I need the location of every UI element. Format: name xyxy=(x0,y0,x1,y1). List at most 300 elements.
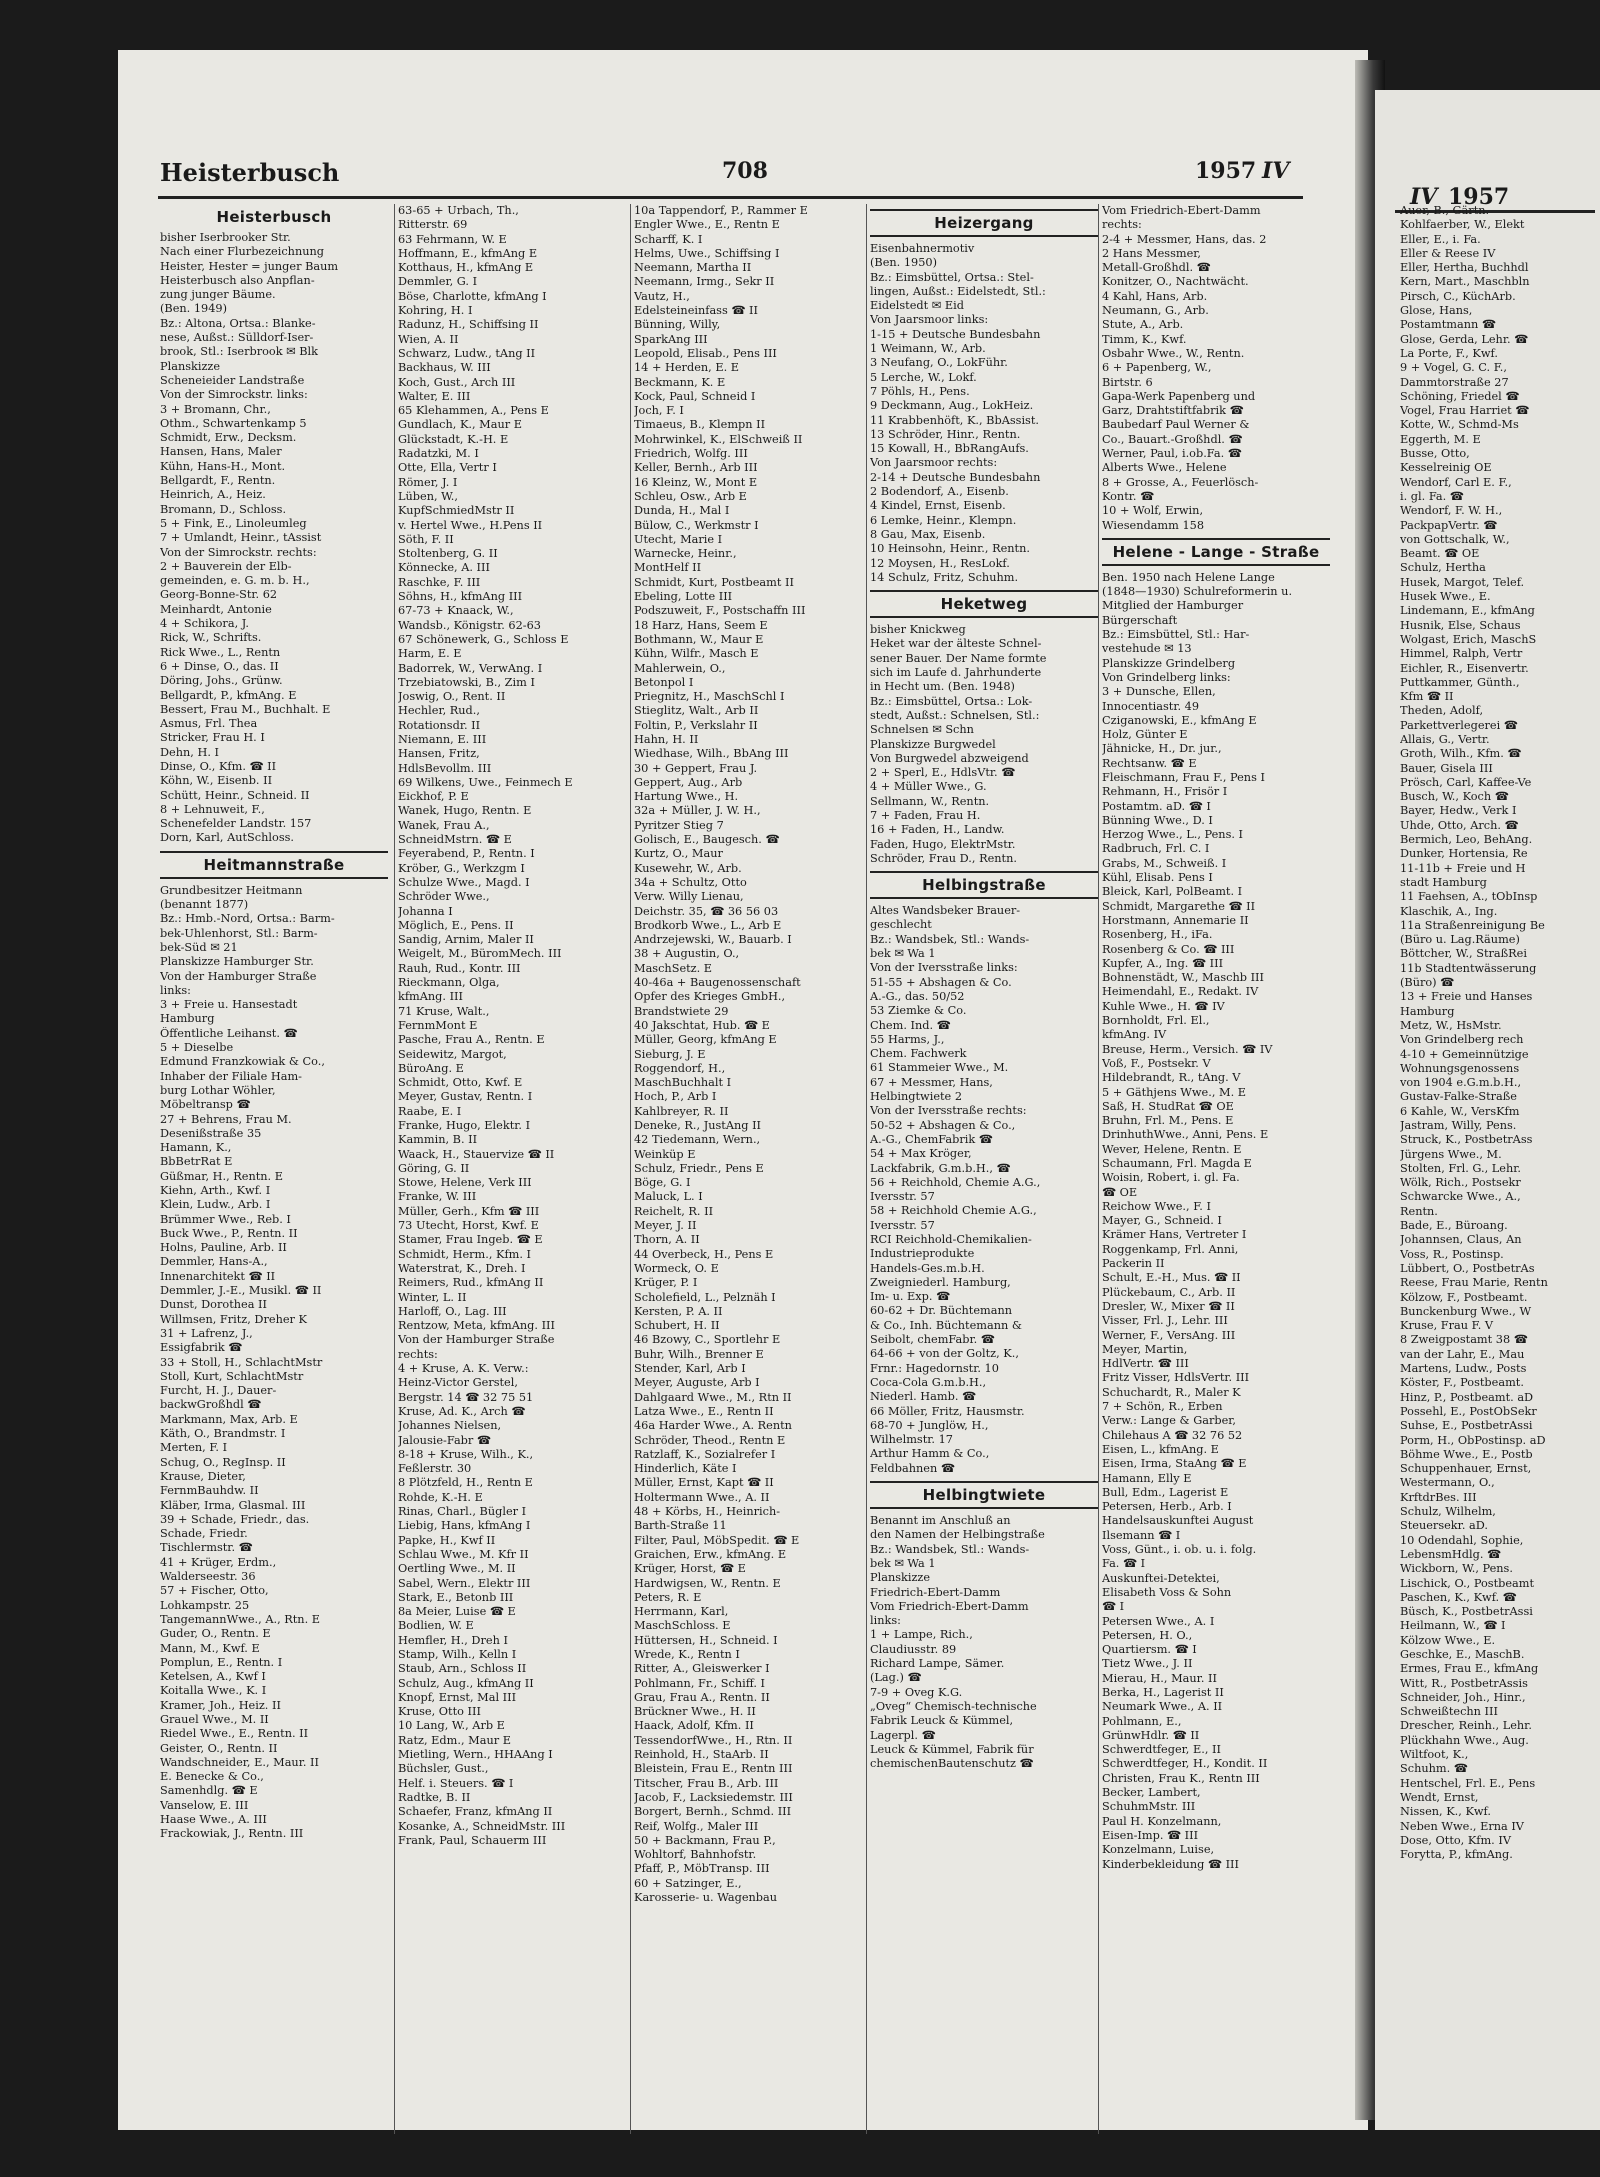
directory-entry: Kupfer, A., Ing. ☎ III xyxy=(1102,956,1224,970)
directory-entry: Kühl, Elisab. Pens I xyxy=(1102,871,1213,885)
directory-entry: Auer, B., Gärtn. xyxy=(1400,204,1490,217)
directory-entry: Bromann, D., Schloss. xyxy=(160,502,287,516)
directory-entry: Weigelt, M., BüromMech. III xyxy=(398,947,562,961)
directory-entry: Öffentliche Leihanst. ☎ xyxy=(160,1026,298,1040)
directory-entry: Paul H. Konzelmann, xyxy=(1102,1814,1222,1828)
directory-entry: Helf. i. Steuers. ☎ I xyxy=(398,1776,514,1790)
directory-entry: 8 + Lehnuweit, F., xyxy=(160,802,265,816)
directory-entry: Dahlgaard Wwe., M., Rtn II xyxy=(634,1390,792,1404)
directory-entry: Opfer des Krieges GmbH., xyxy=(634,990,786,1004)
directory-entry: Trzebiatowski, B., Zim I xyxy=(398,675,535,689)
directory-entry: Dammtorstraße 27 xyxy=(1400,375,1509,389)
directory-entry: Reese, Frau Marie, Rentn xyxy=(1400,1276,1548,1290)
directory-entry: Neumark Wwe., A. II xyxy=(1102,1700,1223,1714)
directory-entry: Niederl. Hamb. ☎ xyxy=(870,1390,977,1404)
directory-entry: Fa. ☎ I xyxy=(1102,1557,1146,1571)
directory-entry: Othm., Schwartenkamp 5 xyxy=(160,416,307,430)
directory-entry: Kotte, W., Schmd-Ms xyxy=(1400,418,1519,432)
directory-entry: Peters, R. E xyxy=(634,1590,702,1604)
directory-entry: & Co., Inh. Büchtemann & xyxy=(870,1318,1022,1332)
directory-entry: Wanek, Frau A., xyxy=(398,818,490,832)
directory-entry: 39 + Schade, Friedr., das. xyxy=(160,1512,310,1526)
directory-entry: Im- u. Exp. ☎ xyxy=(870,1290,951,1304)
directory-entry: Niemann, E. III xyxy=(398,732,487,746)
directory-entry: Visser, Frl. J., Lehr. III xyxy=(1102,1314,1228,1328)
directory-entry: Petersen Wwe., A. I xyxy=(1102,1614,1215,1628)
directory-entry: Bürgerschaft xyxy=(1102,613,1178,627)
directory-entry: Innenarchitekt ☎ II xyxy=(160,1269,276,1283)
directory-entry: Reinhold, H., StaArb. II xyxy=(634,1748,769,1762)
directory-entry: Kesselreinig OE xyxy=(1400,461,1492,475)
directory-entry: Planskizze xyxy=(160,359,221,373)
directory-entry: Wickborn, W., Pens. xyxy=(1400,1562,1513,1576)
directory-entry: Eidelstedt ✉ Eid xyxy=(870,299,964,313)
directory-entry: Rosenberg & Co. ☎ III xyxy=(1102,942,1235,956)
directory-entry: van der Lahr, E., Mau xyxy=(1400,1347,1525,1361)
directory-entry: Pyritzer Stieg 7 xyxy=(634,818,724,832)
directory-entry: 16 Kleinz, W., Mont E xyxy=(634,475,758,489)
directory-entry: Stender, Karl, Arb I xyxy=(634,1362,746,1376)
directory-entry: 8a Meier, Luise ☎ E xyxy=(398,1605,516,1619)
directory-entry: RCI Reichhold-Chemikalien- xyxy=(870,1233,1032,1246)
directory-entry: Chilehaus A ☎ 32 76 52 xyxy=(1102,1428,1243,1442)
directory-entry: Bz.: Eimsbüttel, Stl.: Har- xyxy=(1102,628,1250,642)
directory-entry: Bruhn, Frl. M., Pens. E xyxy=(1102,1114,1234,1128)
directory-entry: Pohlmann, Fr., Schiff. I xyxy=(634,1676,766,1690)
directory-entry: 1 + Lampe, Rich., xyxy=(870,1628,973,1642)
directory-entry: 4 + Müller Wwe., G. xyxy=(870,780,987,794)
directory-entry: 18 Harz, Hans, Seem E xyxy=(634,618,768,632)
directory-entry: Schulz, Aug., kfmAng II xyxy=(398,1676,534,1690)
directory-entry: Breuse, Herm., Versich. ☎ IV xyxy=(1102,1042,1273,1056)
directory-entry: Pasche, Frau A., Rentn. E xyxy=(398,1033,545,1047)
directory-entry: Claudiusstr. 89 xyxy=(870,1642,957,1656)
directory-entry: Eichler, R., Eisenvertr. xyxy=(1400,661,1529,675)
directory-entry: Kohring, H. I xyxy=(398,304,473,318)
directory-entry: Bz.: Wandsbek, Stl.: Wands- xyxy=(870,1542,1030,1556)
directory-entry: Vanselow, E. III xyxy=(160,1798,249,1812)
directory-entry: Voss, R., Postinsp. xyxy=(1400,1247,1504,1261)
directory-entry: 30 + Geppert, Frau J. xyxy=(634,761,758,775)
directory-entry: Hemfler, H., Dreh I xyxy=(398,1633,508,1647)
directory-entry: Lübbert, O., PostbetrAs xyxy=(1400,1261,1535,1275)
directory-entry: Iversstr. 57 xyxy=(870,1190,935,1204)
directory-entry: Bauer, Gisela III xyxy=(1400,761,1493,775)
directory-entry: 31 + Lafrenz, J., xyxy=(160,1326,253,1340)
directory-entry: Von Jaarsmoor links: xyxy=(870,313,989,327)
directory-entry: 68-70 + Junglöw, H., xyxy=(870,1418,989,1432)
directory-entry: 53 Ziemke & Co. xyxy=(870,1004,967,1018)
directory-entry: 54 + Max Kröger, xyxy=(870,1147,972,1161)
directory-entry: Maluck, L. I xyxy=(634,1190,703,1204)
directory-entry: 4 + Schikora, J. xyxy=(160,617,249,631)
directory-entry: Hentschel, Frl. E., Pens xyxy=(1400,1776,1536,1790)
directory-entry: Fritz Visser, HdlsVertr. III xyxy=(1102,1371,1250,1385)
directory-entry: Heinrich, A., Heiz. xyxy=(160,488,266,502)
directory-entry: Coca-Cola G.m.b.H., xyxy=(870,1375,987,1389)
directory-entry: Foltin, P., Verkslahr II xyxy=(634,718,758,732)
directory-entry: ☎ I xyxy=(1102,1600,1125,1614)
directory-entry: Bessert, Frau M., Buchhalt. E xyxy=(160,702,331,716)
directory-entry: Benannt im Anschluß an xyxy=(870,1514,1011,1528)
directory-entry: 4 + Kruse, A. K. Verw.: xyxy=(398,1362,529,1376)
directory-entry: Römer, J. I xyxy=(398,475,458,489)
directory-entry: Döring, Johs., Grünw. xyxy=(160,674,283,688)
directory-entry: Scholefield, L., Pelznäh I xyxy=(634,1290,776,1304)
directory-entry: Himmel, Ralph, Vertr xyxy=(1400,647,1523,661)
directory-entry: Wolgast, Erich, MaschS xyxy=(1400,632,1537,646)
directory-entry: Kuhle Wwe., H. ☎ IV xyxy=(1102,999,1225,1013)
directory-entry: Hahn, H. II xyxy=(634,732,699,746)
directory-entry: Theden, Adolf, xyxy=(1400,704,1484,718)
directory-entry: Knopf, Ernst, Mal III xyxy=(398,1690,517,1704)
directory-entry: 7 + Umlandt, Heinr., tAssist xyxy=(160,531,322,545)
directory-entry: Möbeltransp ☎ xyxy=(160,1098,251,1112)
directory-entry: 65 Klehammen, A., Pens E xyxy=(398,404,549,418)
directory-entry: Stoll, Kurt, SchlachtMstr xyxy=(160,1369,304,1383)
directory-entry: 6 Lemke, Heinr., Klempn. xyxy=(870,513,1017,527)
directory-entry: 11 Krabbenhöft, K., BbAssist. xyxy=(870,413,1039,427)
directory-entry: Büchsler, Gust., xyxy=(398,1762,489,1776)
directory-entry: 2-14 + Deutsche Bundesbahn xyxy=(870,470,1041,484)
directory-entry: kfmAng. IV xyxy=(1102,1028,1167,1042)
directory-entry: Herzog Wwe., L., Pens. I xyxy=(1102,828,1244,842)
directory-entry: Rick, W., Schrifts. xyxy=(160,631,262,645)
directory-entry: KupfSchmiedMstr II xyxy=(398,504,515,518)
directory-entry: Rieckmann, Olga, xyxy=(398,976,500,990)
directory-entry: FernmBauhdw. II xyxy=(160,1484,259,1498)
directory-entry: Bunckenburg Wwe., W xyxy=(1400,1304,1532,1318)
directory-entry: Meyer, Gustav, Rentn. I xyxy=(398,1090,533,1104)
directory-entry: Alberts Wwe., Helene xyxy=(1102,461,1227,475)
directory-entry: von 1904 e.G.m.b.H., xyxy=(1400,1076,1522,1090)
directory-entry: Christen, Frau K., Rentn III xyxy=(1102,1771,1260,1785)
column-divider xyxy=(1098,204,1099,2134)
directory-entry: Wandschneider, E., Maur. II xyxy=(160,1755,319,1769)
directory-entry: Stamer, Frau Ingeb. ☎ E xyxy=(398,1233,543,1247)
directory-entry: Johannes Nielsen, xyxy=(398,1419,502,1433)
directory-entry: Heinz-Victor Gerstel, xyxy=(398,1376,518,1390)
directory-entry: Reichow Wwe., F. I xyxy=(1102,1199,1211,1213)
directory-entry: Glose, Gerda, Lehr. ☎ xyxy=(1400,332,1529,346)
directory-entry: Buhr, Wilh., Brenner E xyxy=(634,1347,764,1361)
directory-entry: Gundlach, K., Maur E xyxy=(398,418,522,432)
directory-entry: Seidewitz, Margot, xyxy=(398,1047,507,1061)
directory-entry: Betonpol I xyxy=(634,675,694,689)
directory-entry: Riedel Wwe., E., Rentn. II xyxy=(160,1727,309,1741)
directory-entry: Planskizze xyxy=(870,1571,931,1585)
directory-entry: Wiesendamm 158 xyxy=(1102,518,1205,532)
street-heading: Heizergang xyxy=(870,209,1098,237)
directory-entry: Radunz, H., Schiffsing II xyxy=(398,318,539,332)
directory-entry: Keller, Bernh., Arb III xyxy=(634,461,758,475)
directory-entry: Schulz, Friedr., Pens E xyxy=(634,1161,764,1175)
directory-entry: Rohde, K.-H. E xyxy=(398,1490,483,1504)
directory-entry: Köster, F., Postbeamt. xyxy=(1400,1376,1524,1390)
directory-column-3 xyxy=(634,204,862,1905)
directory-column-1 xyxy=(160,204,388,1842)
directory-entry: Liebig, Hans, kfmAng I xyxy=(398,1519,531,1533)
directory-entry: Martens, Ludw., Posts xyxy=(1400,1362,1527,1376)
directory-entry: Metall-Großhdl. ☎ xyxy=(1102,261,1211,275)
directory-entry: Tischlermstr. ☎ xyxy=(160,1541,253,1555)
directory-entry: Kurtz, O., Maur xyxy=(634,847,723,861)
directory-entry: Feßlerstr. 30 xyxy=(398,1462,472,1476)
directory-entry: Busse, Otto, xyxy=(1400,447,1470,461)
directory-entry: Mitglied der Hamburger xyxy=(1102,599,1244,613)
directory-entry: Scheneieider Landstraße xyxy=(160,373,305,387)
directory-entry: Bornholdt, Frl. El., xyxy=(1102,1014,1210,1028)
directory-entry: 5 + Dieselbe xyxy=(160,1041,234,1055)
directory-entry: Stieglitz, Walt., Arb II xyxy=(634,704,759,718)
directory-entry: stedt, Außst.: Schnelsen, Stl.: xyxy=(870,708,1040,722)
directory-entry: Von der Hamburger Straße xyxy=(398,1333,555,1347)
directory-entry: Ritterstr. 69 xyxy=(398,218,468,232)
directory-entry: Grabs, M., Schweiß. I xyxy=(1102,856,1227,870)
directory-entry: kfmAng. III xyxy=(398,990,463,1004)
directory-entry: Wrede, K., Rentn I xyxy=(634,1647,740,1661)
directory-entry: Kohlfaerber, W., Elekt xyxy=(1400,218,1525,232)
directory-entry: Schulze Wwe., Magd. I xyxy=(398,875,530,889)
directory-entry: Handelsauskunftei August xyxy=(1102,1514,1254,1528)
directory-entry: Timm, K., Kwf. xyxy=(1102,332,1187,346)
directory-entry: Neben Wwe., Erna IV xyxy=(1400,1819,1524,1833)
directory-entry: 46 Bzowy, C., Sportlehr E xyxy=(634,1333,781,1347)
directory-entry: Puttkammer, Günth., xyxy=(1400,675,1520,689)
directory-entry: Schütt, Heinr., Schneid. II xyxy=(160,788,310,802)
directory-entry: Von Burgwedel abzweigend xyxy=(870,751,1029,765)
directory-entry: Parkettverlegerei ☎ xyxy=(1400,718,1518,732)
directory-entry: 14 + Herden, E. E xyxy=(634,361,740,375)
directory-entry: Nissen, K., Kwf. xyxy=(1400,1805,1491,1819)
directory-entry: Struck, K., PostbetrAss xyxy=(1400,1133,1533,1147)
directory-entry: Planskizze Grindelberg xyxy=(1102,656,1236,670)
directory-entry: sener Bauer. Der Name formte xyxy=(870,651,1047,665)
directory-entry: Beamt. ☎ OE xyxy=(1400,547,1480,561)
header-rule xyxy=(158,196,1303,199)
directory-entry: Schneider, Joh., Hinr., xyxy=(1400,1690,1526,1704)
directory-entry: Krüger, P. I xyxy=(634,1276,698,1290)
directory-entry: Holns, Pauline, Arb. II xyxy=(160,1241,287,1255)
directory-entry: Verw. Willy Lienau, xyxy=(634,890,744,904)
directory-entry: 3 Neufang, O., LokFühr. xyxy=(870,356,1008,370)
directory-entry: Kölzow Wwe., E. xyxy=(1400,1633,1496,1647)
directory-entry: Packerin II xyxy=(1102,1257,1165,1271)
directory-entry: Vogel, Frau Harriet ☎ xyxy=(1400,404,1530,418)
directory-entry: 67 + Messmer, Hans, xyxy=(870,1075,993,1089)
directory-entry: Schmidt, Margarethe ☎ II xyxy=(1102,899,1256,913)
street-heading: Heketweg xyxy=(870,590,1098,618)
directory-entry: 63 Fehrmann, W. E xyxy=(398,232,507,246)
directory-entry: Tietz Wwe., J. II xyxy=(1102,1657,1193,1671)
directory-entry: 6 + Papenberg, W., xyxy=(1102,361,1212,375)
directory-entry: HdlVertr. ☎ III xyxy=(1102,1357,1189,1371)
directory-entry: Holtermann Wwe., A. II xyxy=(634,1490,770,1504)
directory-entry: A.-G., ChemFabrik ☎ xyxy=(870,1132,993,1146)
directory-entry: Bodlien, W. E xyxy=(398,1619,474,1633)
directory-entry: Neemann, Martha II xyxy=(634,261,752,275)
directory-entry: 40 Jakschtat, Hub. ☎ E xyxy=(634,1018,770,1032)
directory-entry: Hartung Wwe., H. xyxy=(634,790,739,804)
directory-entry: Friedrich, Wolfg. III xyxy=(634,447,748,461)
directory-entry: 66 Möller, Fritz, Hausmstr. xyxy=(870,1404,1025,1418)
directory-entry: Walter, E. III xyxy=(398,389,471,403)
directory-entry: Leuck & Kümmel, Fabrik für xyxy=(870,1742,1034,1756)
directory-entry: Pfaff, P., MöbTransp. III xyxy=(634,1862,770,1876)
directory-entry: Guder, O., Rentn. E xyxy=(160,1627,271,1641)
directory-entry: Glückstadt, K.-H. E xyxy=(398,432,509,446)
directory-entry: Busch, W., Koch ☎ xyxy=(1400,790,1509,804)
street-heading: Heitmannstraße xyxy=(160,851,388,879)
directory-entry: Graichen, Erw., kfmAng. E xyxy=(634,1547,787,1561)
directory-entry: Glose, Hans, xyxy=(1400,304,1473,318)
directory-entry: BbBetrRat E xyxy=(160,1155,233,1169)
directory-entry: links: xyxy=(870,1614,901,1628)
directory-entry: Arthur Hamm & Co., xyxy=(870,1447,990,1461)
directory-entry: Auskunftei-Detektei, xyxy=(1102,1571,1220,1585)
directory-entry: Sellmann, W., Rentn. xyxy=(870,794,990,808)
directory-entry: 32a + Müller, J. W. H., xyxy=(634,804,761,818)
directory-entry: 51-55 + Abshagen & Co. xyxy=(870,975,1012,989)
directory-entry: Barth-Straße 11 xyxy=(634,1519,727,1533)
directory-entry: Ratz, Edm., Maur E xyxy=(398,1733,511,1747)
directory-entry: E. Benecke & Co., xyxy=(160,1770,264,1784)
directory-entry: BüroAng. E xyxy=(398,1061,464,1075)
directory-entry: Von der Simrockstr. rechts: xyxy=(160,545,317,559)
directory-entry: bisher Knickweg xyxy=(870,623,966,637)
directory-entry: Klein, Ludw., Arb. I xyxy=(160,1198,271,1212)
directory-entry: Söhns, H., kfmAng III xyxy=(398,590,523,604)
directory-entry: Raabe, E. I xyxy=(398,1104,462,1118)
directory-entry: Beckmann, K. E xyxy=(634,375,726,389)
directory-entry: Kölzow, F., Postbeamt. xyxy=(1400,1290,1528,1304)
directory-entry: 2-4 + Messmer, Hans, das. 2 xyxy=(1102,232,1267,246)
directory-entry: Timaeus, B., Klempn II xyxy=(634,418,766,432)
directory-entry: 42 Tiedemann, Wern., xyxy=(634,1133,761,1147)
directory-entry: Bellgardt, P., kfmAng. E xyxy=(160,688,297,702)
directory-entry: Wohltorf, Bahnhofstr. xyxy=(634,1848,757,1862)
directory-entry: Drescher, Reinh., Lehr. xyxy=(1400,1719,1532,1733)
directory-entry: TessendorfWwe., H., Rtn. II xyxy=(634,1733,793,1747)
directory-entry: Krause, Dieter, xyxy=(160,1469,246,1483)
directory-entry: Mietling, Wern., HHAAng I xyxy=(398,1748,553,1762)
right-header-volume: IV xyxy=(1410,184,1438,210)
directory-entry: Voß, F., Postsekr. V xyxy=(1102,1056,1211,1070)
directory-entry: Chem. Fachwerk xyxy=(870,1047,967,1061)
directory-entry: Merten, F. I xyxy=(160,1441,228,1455)
directory-entry: Steuersekr. aD. xyxy=(1400,1519,1488,1533)
directory-entry: Müller, Gerh., Kfm ☎ III xyxy=(398,1204,540,1218)
directory-entry: Kusewehr, W., Arb. xyxy=(634,861,742,875)
directory-entry: Bülow, C., Werkmstr I xyxy=(634,518,759,532)
directory-entry: Sandig, Arnim, Maler II xyxy=(398,933,534,947)
directory-entry: 4 Kahl, Hans, Arb. xyxy=(1102,289,1208,303)
directory-entry: Schröder Wwe., xyxy=(398,890,490,904)
directory-entry: Heimendahl, E., Redakt. IV xyxy=(1102,985,1259,999)
directory-entry: Latza Wwe., E., Rentn II xyxy=(634,1404,774,1418)
directory-entry: Elisabeth Voss & Sohn xyxy=(1102,1585,1232,1599)
directory-entry: (benannt 1877) xyxy=(160,898,249,912)
directory-entry: v. Hertel Wwe., H.Pens II xyxy=(398,518,543,532)
directory-entry: Harloff, O., Lag. III xyxy=(398,1304,507,1318)
directory-entry: 33 + Stoll, H., SchlachtMstr xyxy=(160,1355,323,1369)
directory-entry: Suhse, E., PostbetrAssi xyxy=(1400,1419,1533,1433)
directory-entry: 13 Schröder, Hinr., Rentn. xyxy=(870,427,1021,441)
directory-entry: 1-15 + Deutsche Bundesbahn xyxy=(870,327,1041,341)
directory-entry: PackpapVertr. ☎ xyxy=(1400,518,1498,532)
directory-entry: SchneidMstrn. ☎ E xyxy=(398,833,512,847)
directory-entry: nese, Außst.: Sülldorf-Iser- xyxy=(160,331,314,345)
directory-entry: Horstmann, Annemarie II xyxy=(1102,913,1249,927)
directory-entry: Jähnicke, H., Dr. jur., xyxy=(1102,742,1222,756)
directory-column-4 xyxy=(870,204,1098,1771)
directory-entry: vestehude ✉ 13 xyxy=(1102,642,1192,656)
directory-entry: Schubert, H. II xyxy=(634,1319,720,1333)
directory-entry: 10 Odendahl, Sophie, xyxy=(1400,1533,1524,1547)
directory-entry: Jürgens Wwe., M. xyxy=(1400,1147,1502,1161)
directory-entry: Wölk, Rich., Postsekr xyxy=(1400,1176,1521,1190)
directory-entry: bek ✉ Wa 1 xyxy=(870,1556,936,1570)
directory-entry: 63-65 + Urbach, Th., xyxy=(398,204,519,217)
directory-entry: Baubedarf Paul Werner & xyxy=(1102,418,1250,432)
directory-entry: Pomplun, E., Rentn. I xyxy=(160,1655,283,1669)
directory-entry: Meyer, Auguste, Arb I xyxy=(634,1376,760,1390)
directory-entry: Innocentiastr. 49 xyxy=(1102,699,1200,713)
directory-entry: Vautz, H., xyxy=(634,289,690,303)
directory-entry: Könnecke, A. III xyxy=(398,561,490,575)
directory-entry: Dose, Otto, Kfm. IV xyxy=(1400,1833,1511,1847)
directory-entry: Chem. Ind. ☎ xyxy=(870,1018,951,1032)
directory-entry: Bleick, Karl, PolBeamt. I xyxy=(1102,885,1243,899)
directory-entry: Dunda, H., Mal I xyxy=(634,504,730,518)
directory-entry: 34a + Schultz, Otto xyxy=(634,875,747,889)
directory-entry: Schnelsen ✉ Schn xyxy=(870,723,974,737)
directory-entry: Bellgardt, F., Rentn. xyxy=(160,474,276,488)
directory-entry: Harm, E. E xyxy=(398,647,462,661)
directory-entry: Wormeck, O. E xyxy=(634,1261,719,1275)
directory-entry: MaschSetz. E xyxy=(634,961,713,975)
directory-entry: Wever, Helene, Rentn. E xyxy=(1102,1142,1242,1156)
directory-entry: Deichstr. 35, ☎ 36 56 03 xyxy=(634,904,779,918)
directory-entry: Schaefer, Franz, kfmAng II xyxy=(398,1805,553,1819)
directory-entry: Eisen-Imp. ☎ III xyxy=(1102,1828,1199,1842)
directory-entry: 2 + Sperl, E., HdlsVtr. ☎ xyxy=(870,766,1016,780)
directory-entry: bek-Uhlenhorst, Stl.: Barm- xyxy=(160,926,318,940)
directory-entry: La Porte, F., Kwf. xyxy=(1400,346,1498,360)
directory-entry: Lohkampstr. 25 xyxy=(160,1598,250,1612)
directory-entry: 38 + Augustin, O., xyxy=(634,947,740,961)
directory-entry: Kosanke, A., SchneidMstr. III xyxy=(398,1819,566,1833)
directory-entry: 3 + Freie u. Hansestadt xyxy=(160,998,298,1012)
directory-entry: 7 + Faden, Frau H. xyxy=(870,808,981,822)
directory-entry: Frackowiak, J., Rentn. III xyxy=(160,1827,304,1841)
directory-entry: Ketelsen, A., Kwf I xyxy=(160,1670,266,1684)
directory-entry: 73 Utecht, Horst, Kwf. E xyxy=(398,1219,539,1233)
directory-entry: FernmMont E xyxy=(398,1018,478,1032)
directory-entry: Richard Lampe, Sämer. xyxy=(870,1657,1005,1671)
directory-entry: Kläber, Irma, Glasmal. III xyxy=(160,1498,306,1512)
directory-entry: Allais, G., Vertr. xyxy=(1400,732,1490,746)
directory-entry: Schug, O., RegInsp. II xyxy=(160,1455,286,1469)
directory-entry: Ebeling, Lotte III xyxy=(634,590,733,604)
directory-entry: Otte, Ella, Vertr I xyxy=(398,461,497,475)
directory-entry: Schröder, Frau D., Rentn. xyxy=(870,851,1017,865)
directory-entry: Papke, H., Kwf II xyxy=(398,1533,496,1547)
directory-entry: Hansen, Hans, Maler xyxy=(160,445,282,459)
directory-entry: Birtstr. 6 xyxy=(1102,375,1153,389)
directory-entry: Demmler, Hans-A., xyxy=(160,1255,268,1269)
directory-entry: Andrzejewski, W., Bauarb. I xyxy=(634,933,792,947)
